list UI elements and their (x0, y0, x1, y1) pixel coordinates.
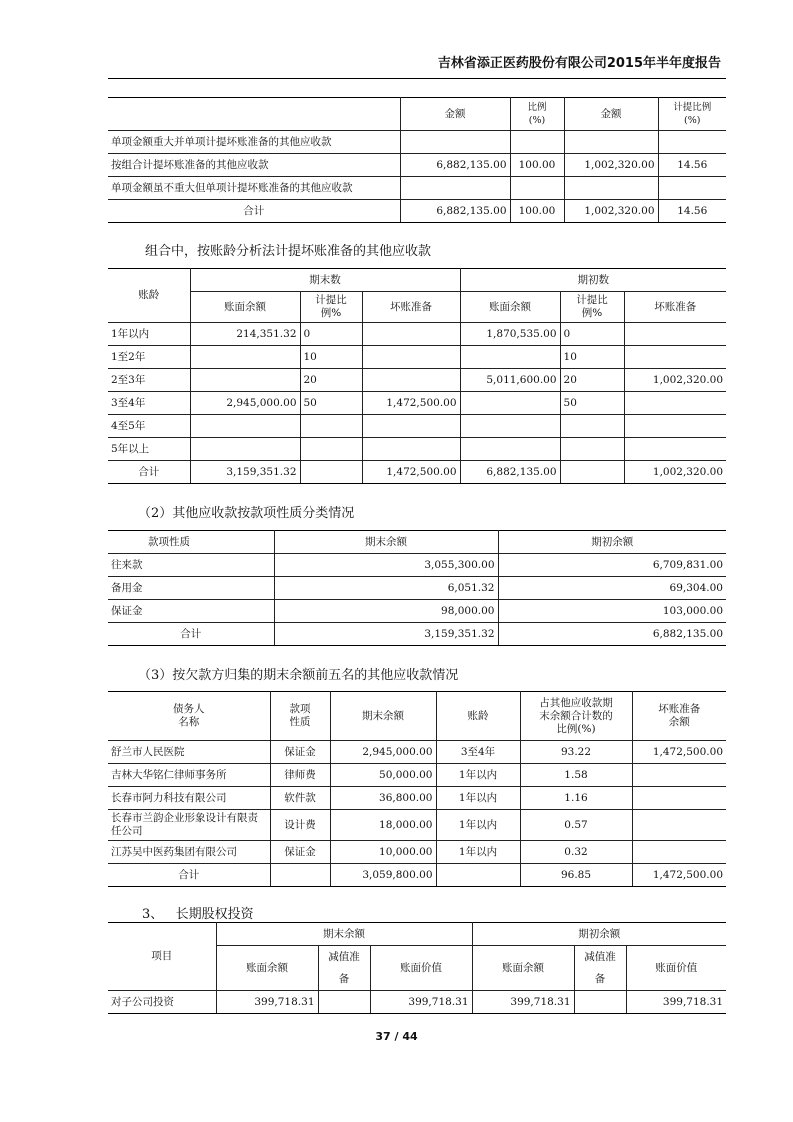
receivable-nature-table (108, 530, 726, 646)
table2-head-end: 期末数 (190, 269, 460, 292)
section-caption-aging: 组合中，按账龄分析法计提坏账准备的其他应收款 (145, 244, 432, 259)
table-row: 吉林大华铭仁律师事务所 律师费 50,000.00 1年以内 1.58 (108, 764, 726, 787)
table-row-total: 合计 3,159,351.32 1,472,500.00 6,882,135.00 1,002,320.00 (108, 461, 726, 484)
table5-head-begin: 期初余额 (472, 923, 726, 946)
table-row: 3至4年 2,945,000.00 50 1,472,500.00 50 (108, 392, 726, 415)
header-rule (108, 78, 726, 79)
table-row: 单项金额重大并单项计提坏账准备的其他应收款 (108, 131, 726, 154)
report-header-title: 吉林省添正医药股份有限公司2015年半年度报告 (437, 56, 721, 71)
top5-debtors-table (108, 691, 726, 887)
table-row-total: 合计 6,882,135.00 100.00 1,002,320.00 14.56 (108, 200, 726, 223)
table2-head-begin: 期初数 (460, 269, 726, 292)
table-row: 2至3年 20 5,011,600.00 20 1,002,320.00 (108, 369, 726, 392)
bad-debt-category-table (108, 97, 726, 223)
table3-head-begin: 期初余额 (498, 531, 726, 554)
table-row-total: 合计 3,059,800.00 96.85 1,472,500.00 (108, 864, 726, 887)
aging-analysis-table: 账龄 期末数 期初数 账面余额 计提比 例% 坏账准备 账面余额 计提比 例% 坏账准备 1年以内 214,351.32 0 1,870,535.00 0 1至2年 10 10 2至3年 20 5,011,600.00 20 1,002,320.00 3至4年 2,945,000.00 50 1,472,500.00 50 4至5年 5年以上 合计 3,159,351.32 1,472,500.00 6,882,135.00 1,002,320.00 (108, 268, 726, 484)
table4-head-nature: 款项 性质 (270, 692, 330, 741)
table1-head-amount: 金额 (400, 98, 510, 131)
table-row: 按组合计提坏账准备的其他应收款 6,882,135.00 100.00 1,002,320.00 14.56 (108, 154, 726, 177)
table5-head-end: 期末余额 (216, 923, 472, 946)
table4-head-balance: 期末余额 (330, 692, 436, 741)
table4-head-baddebt: 坏账准备 余额 (632, 692, 726, 741)
table-row: 江苏吴中医药集团有限公司 保证金 10,000.00 1年以内 0.32 (108, 841, 726, 864)
table1-head-amount2: 金额 (564, 98, 658, 131)
table-row: 舒兰市人民医院 保证金 2,945,000.00 3至4年 93.22 1,472,500.00 (108, 741, 726, 764)
table-row: 往来款 3,055,300.00 6,709,831.00 (108, 554, 726, 577)
long-term-equity-table: 项目 期末余额 期初余额 账面余额 减值准 备 账面价值 账面余额 减值准 备 账面价值 对子公司投资 399,718.31 399,718.31 399,718.31 399,718.31 (108, 922, 726, 1014)
table-row: 4至5年 (108, 415, 726, 438)
table-row: 5年以上 (108, 438, 726, 461)
table-row: 1年以内 214,351.32 0 1,870,535.00 0 (108, 323, 726, 346)
section-caption-nature: （2）其他应收款按款项性质分类情况 (138, 506, 355, 521)
table1-blank-header (108, 98, 400, 131)
table1-head-ratio: 比例 (%) (510, 98, 564, 131)
table3-head-nature: 款项性质 (108, 531, 274, 554)
table-row-total: 合计 3,159,351.32 6,882,135.00 (108, 623, 726, 646)
table-row: 长春市阿力科技有限公司 软件款 36,800.00 1年以内 1.16 (108, 787, 726, 810)
table4-head-debtor: 债务人 名称 (108, 692, 270, 741)
table2-head-age: 账龄 (108, 269, 190, 323)
table-row: 对子公司投资 399,718.31 399,718.31 399,718.31 399,718.31 (108, 991, 726, 1014)
section-caption-equity: 3、 长期股权投资 (142, 907, 254, 922)
table3-head-end: 期末余额 (274, 531, 498, 554)
table-row: 备用金 6,051.32 69,304.00 (108, 577, 726, 600)
table4-head-ratio: 占其他应收款期 末余额合计数的 比例(%) (520, 692, 632, 741)
table-row: 长春市兰韵企业形象设计有限责任公司 设计费 18,000.00 1年以内 0.57 (108, 810, 726, 841)
section-caption-top5: （3）按欠款方归集的期末余额前五名的其他应收款情况 (138, 668, 459, 683)
table5-head-item: 项目 (108, 923, 216, 991)
table4-head-age: 账龄 (436, 692, 520, 741)
table1-head-rate: 计提比例 (%) (658, 98, 726, 131)
table-row: 1至2年 10 10 (108, 346, 726, 369)
table-row: 单项金额虽不重大但单项计提坏账准备的其他应收款 (108, 177, 726, 200)
table-row: 保证金 98,000.00 103,000.00 (108, 600, 726, 623)
page-number: 37 / 44 (375, 1030, 418, 1043)
